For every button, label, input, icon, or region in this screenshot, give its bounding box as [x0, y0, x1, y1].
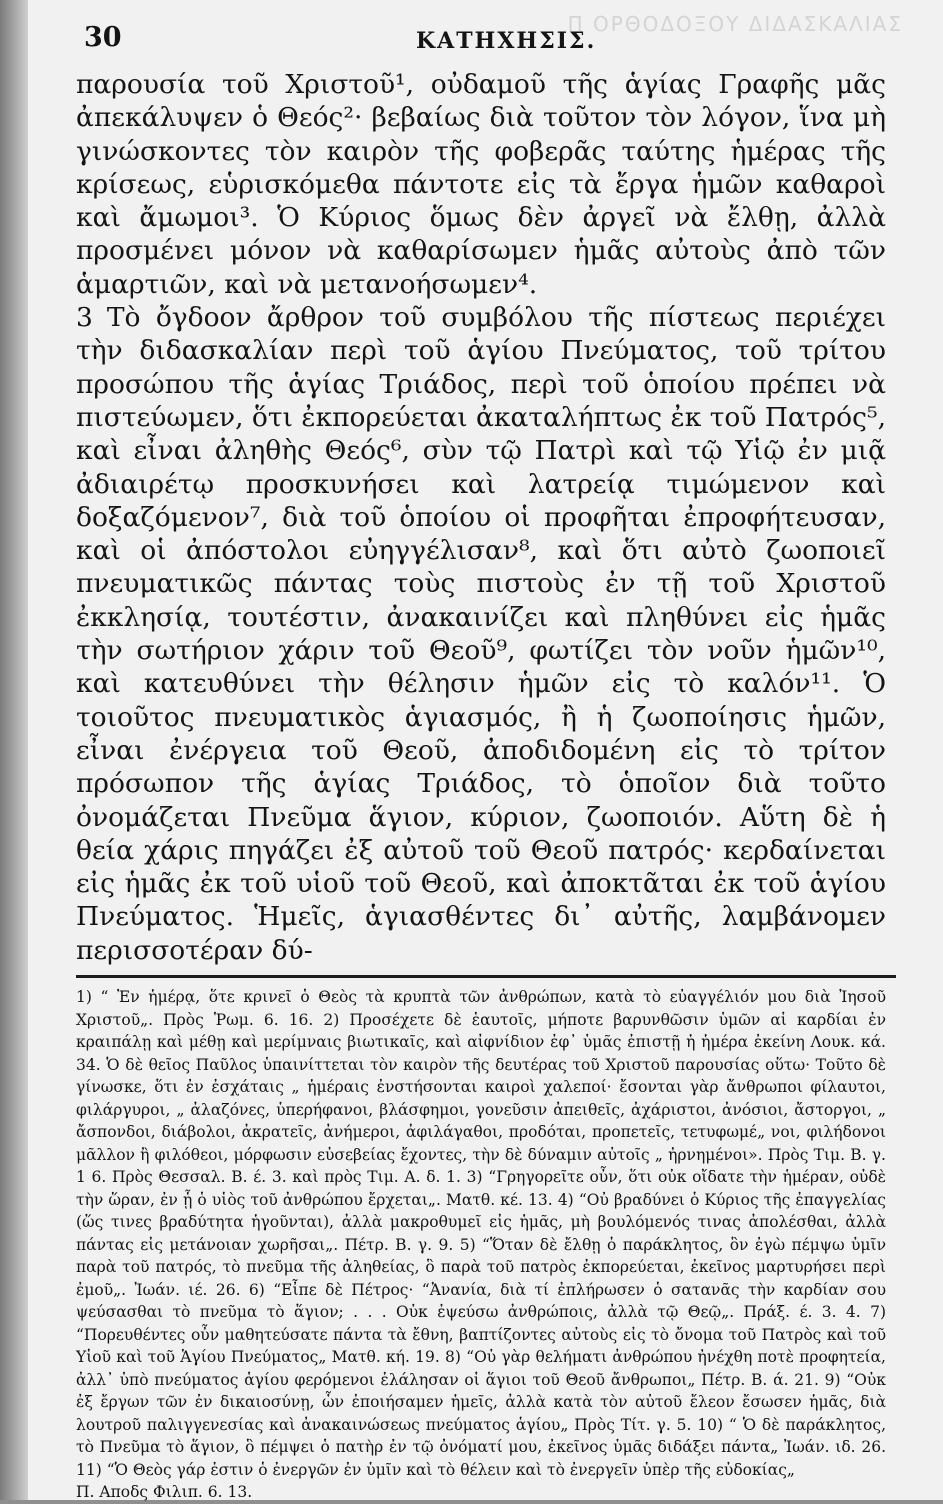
footnote-divider [76, 975, 896, 978]
paragraph-2-text: Τὸ ὄγδοον ἄρθρον τοῦ συμβόλου τῆς πίστεως περιέχει τὴν διδασκαλίαν περὶ τοῦ ἁγίου Πνεύματος, τοῦ τρίτου προσώπου τῆς ἁγίας Τριάδος, περὶ τοῦ ὁποίου πρέπει νὰ πιστεύωμεν, ὅτι ἐκπορεύεται ἀκαταλήπτως ἐκ τοῦ Πατρός⁵, καὶ εἶναι ἀληθὴς Θεός⁶, σὺν τῷ Πατρὶ καὶ τῷ Υἱῷ ἐν μιᾷ ἀδιαιρέτῳ προσκυνήσει καὶ λατρείᾳ τιμώμενον καὶ δοξαζόμενον⁷, διὰ τοῦ ὁποίου οἱ προφῆται ἐπροφήτευσαν, καὶ οἱ ἀπόστολοι εὐηγγέλισαν⁸, καὶ ὅτι αὐτὸ ζωοποιεῖ πνευματικῶς πάντας τοὺς πιστοὺς ἐν τῇ τοῦ Χριστοῦ ἐκκλησίᾳ, τουτέστιν, ἀνακαινίζει καὶ πληθύνει εἰς ἡμᾶς τὴν σωτήριον χάριν τοῦ Θεοῦ⁹, φωτίζει τὸν νοῦν ἡμῶν¹⁰, καὶ κατευθύνει τὴν θέλησιν ἡμῶν εἰς τὸ καλόν¹¹. Ὁ τοιοῦτος πνευματικὸς ἁγιασμός, ἢ ἡ ζωοποίησις ἡμῶν, εἶναι ἐνέργεια τοῦ Θεοῦ, ἀποδιδομένη εἰς τὸ τρίτον πρόσωπον τῆς ἁγίας Τριάδος, τὸ ὁποῖον διὰ τοῦτο ὀνομάζεται Πνεῦμα ἅγιον, κύριον, ζωοποιόν. Αὕτη δὲ ἡ θεία χάρις πηγάζει ἐξ αὐτοῦ τοῦ Θεοῦ πατρός· κερδαίνεται εἰς ἡμᾶς ἐκ τοῦ υἱοῦ τοῦ Θεοῦ, καὶ ἀποκτᾶται ἐκ τοῦ ἁγίου Πνεύματος. Ἡμεῖς, ἁγιασθέντες δι᾽ αὐτῆς, λαμβάνομεν περισσοτέραν δύ- [76, 302, 886, 966]
paragraph-number: 3 [76, 302, 93, 334]
footnote-text: 1) “ Ἐν ἡμέρᾳ, ὅτε κρινεῖ ὁ Θεὸς τὰ κρυπτὰ τῶν ἀνθρώπων, κατὰ τὸ εὐαγγέλιόν μου διὰ Ἰησοῦ Χριστοῦ„. Πρὸς Ῥωμ. 6. 16. 2) Προσέχετε δὲ ἑαυτοῖς, μήποτε βαρυνθῶσιν ὑμῶν αἱ καρδίαι ἐν κραιπάλῃ καὶ μέθῃ καὶ μερίμναις βιωτικαῖς, καὶ αἰφνίδιον ἐφ᾽ ὑμᾶς ἐπιστῇ ἡ ἡμέρα ἐκείνη Λουκ. κά. 34. Ὁ δὲ θεῖος Παῦλος ὑπαινίττεται τὸν καιρὸν τῆς δευτέρας τοῦ Χριστοῦ παρουσίας οὕτω· Τοῦτο δὲ γίνωσκε, ὅτι ἐν ἐσχάταις „ ἡμέραις ἐνστήσονται καιροὶ χαλεποί· ἔσονται γὰρ ἄνθρωποι φίλαυτοι, φιλάργυροι, „ ἀλαζόνες, ὑπερήφανοι, βλάσφημοι, γονεῦσιν ἀπειθεῖς, ἀχάριστοι, ἀνόσιοι, ἄστοργοι, „ ἄσπονδοι, διάβολοι, ἀκρατεῖς, ἀνήμεροι, ἀφιλάγαθοι, προδόται, προπετεῖς, τετυφωμέ„ νοι, φιλήδονοι μᾶλλον ἢ φιλόθεοι, μόρφωσιν εὐσεβείας ἔχοντες, τὴν δὲ δύναμιν αὐτοῖς „ ἠρνημένοι». Πρὸς Τιμ. Β. γ. 1 6. Πρὸς Θεσσαλ. Β. έ. 3. καὶ πρὸς Τιμ. Α. δ. 1. 3) “Γρηγορεῖτε οὖν, ὅτι οὐκ οἴδατε τὴν ἡμέραν, οὐδὲ τὴν ὥραν, ἐν ᾗ ὁ υἱὸς τοῦ ἀνθρώπου ἔρχεται„. Ματθ. κέ. 13. 4) “Οὐ βραδύνει ὁ Κύριος τῆς ἐπαγγελίας (ὥς τινες βραδύτητα ἡγοῦνται), ἀλλὰ μακροθυμεῖ εἰς ἡμᾶς, μὴ βουλόμενός τινας ἀπολέσθαι, ἀλλὰ πάντας εἰς μετάνοιαν χωρῆσαι„. Πέτρ. Β. γ. 9. 5) “Ὅταν δὲ ἔλθῃ ὁ παράκλητος, ὃν ἐγὼ πέμψω ὑμῖν παρὰ τοῦ πατρός, τὸ πνεῦμα τῆς ἀληθείας, ὃ παρὰ τοῦ πατρὸς ἐκπορεύεται, ἐκεῖνος μαρτυρήσει περὶ ἐμοῦ„. Ἰωάν. ιέ. 26. 6) “Εἶπε δὲ Πέτρος· “Ἀνανία, διὰ τί ἐπλήρωσεν ὁ σατανᾶς τὴν καρδίαν σου ψεύσασθαι τὸ πνεῦμα τὸ ἅγιον; . . . Οὐκ ἐψεύσω ἀνθρώποις, ἀλλὰ τῷ Θεῷ„. Πράξ. έ. 3. 4. 7) “Πορευθέντες οὖν μαθητεύσατε πάντα τὰ ἔθνη, βαπτίζοντες αὐτοὺς εἰς τὸ ὄνομα τοῦ Πατρὸς καὶ τοῦ Υἱοῦ καὶ τοῦ Ἁγίου Πνεύματος„ Ματθ. κή. 19. 8) “Οὐ γὰρ θελήματι ἀνθρώπου ἠνέχθη ποτὲ προφητεία, ἀλλ᾽ ὑπὸ πνεύματος ἁγίου φερόμενοι ἐλάλησαν οἱ ἅγιοι τοῦ Θεοῦ ἄνθρωποι„ Πέτρ. Β. ά. 21. 9) “Οὐκ ἐξ ἔργων τῶν ἐν δικαιοσύνῃ, ὧν ἐποιήσαμεν ἡμεῖς, ἀλλὰ κατὰ τὸν αὐτοῦ ἔλεον ἔσωσεν ἡμᾶς, διὰ λουτροῦ παλιγγενεσίας καὶ ἀνακαινώσεως πνεύματος ἁγίου„ Πρὸς Τίτ. γ. 5. 10) “ Ὁ δὲ παράκλητος, τὸ Πνεῦμα τὸ ἅγιον, ὃ πέμψει ὁ πατὴρ ἐν τῷ ὀνόματί μου, ἐκεῖνος ὑμᾶς διδάξει πάντα„ Ἰωάν. ιδ. 26. 11) “Ὁ Θεὸς γάρ ἐστιν ὁ ἐνεργῶν ἐν ὑμῖν καὶ τὸ θέλειν καὶ τὸ ἐνεργεῖν ὑπὲρ τῆς εὐδοκίας„ [76, 988, 886, 1479]
page-number: 30 [84, 22, 122, 53]
page-edge-shadow [0, 0, 28, 1500]
paragraph-1: παρουσία τοῦ Χριστοῦ¹, οὐδαμοῦ τῆς ἁγίας Γραφῆς μᾶς ἀπεκάλυψεν ὁ Θεός²· βεβαίως διὰ τοῦτον τὸν λόγον, ἵνα μὴ γινώσκοντες τὸν καιρὸν τῆς φοβερᾶς ταύτης ἡμέρας τῆς κρίσεως, εὑρισκόμεθα πάντοτε εἰς τὰ ἔργα ἡμῶν καθαροὶ καὶ ἄμωμοι³. Ὁ Κύριος ὅμως δὲν ἀργεῖ νὰ ἔλθῃ, ἀλλὰ προσμένει μόνον νὰ καθαρίσωμεν ἡμᾶς αὐτοὺς ἀπὸ τῶν ἁμαρτιῶν, καὶ νὰ μετανοήσωμεν⁴. [76, 69, 886, 300]
page-header [76, 22, 885, 68]
running-title: ΚΑΤΗΧΗΣΙΣ. [416, 28, 597, 54]
bleed-through-text: Π ΟΡΘΟΔΟΞΟΥ ΔΙΔΑΣΚΑΛΙΑΣ [567, 12, 903, 36]
main-text [76, 68, 886, 967]
footnote-tail: Π. Αποδς Φιλιπ. 6. 13. [76, 1483, 253, 1502]
footnotes [76, 986, 886, 1504]
paragraph-2 [76, 301, 886, 967]
